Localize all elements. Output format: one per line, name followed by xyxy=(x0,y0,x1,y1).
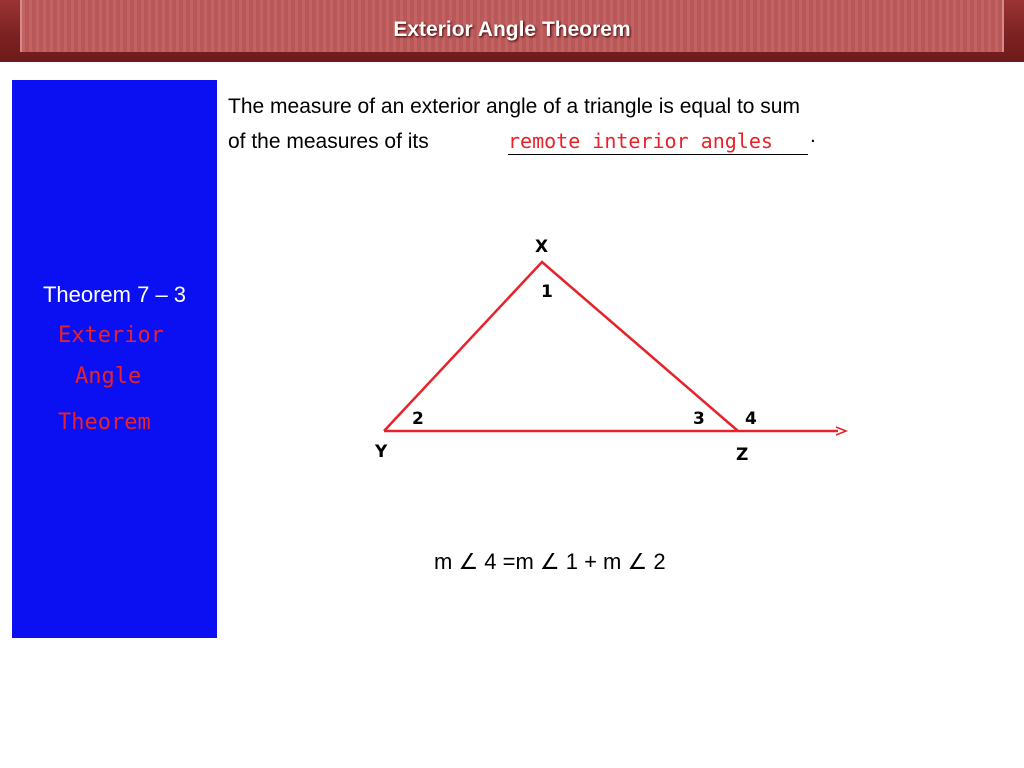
vertex-x-label: X xyxy=(535,237,549,257)
theorem-name-line2: Angle xyxy=(75,364,142,389)
statement-line2-prefix: of the measures of its xyxy=(228,130,429,153)
answer-blank-text: remote interior angles xyxy=(508,129,773,153)
theorem-name-line3: Theorem xyxy=(58,410,151,435)
vertex-y-label: Y xyxy=(375,442,388,462)
angle-4-label: 4 xyxy=(745,409,757,429)
triangle-sides xyxy=(384,262,738,431)
statement-line1: The measure of an exterior angle of a triangle is equal to sum xyxy=(228,95,800,118)
angle-formula: m ∠ 4 =m ∠ 1 + m ∠ 2 xyxy=(434,549,666,574)
slide-title: Exterior Angle Theorem xyxy=(393,18,631,41)
theorem-name-line1: Exterior xyxy=(58,323,164,348)
angle-3-label: 3 xyxy=(693,409,705,429)
angle-1-label: 1 xyxy=(541,282,553,302)
statement-period: . xyxy=(810,124,816,147)
theorem-number: Theorem 7 – 3 xyxy=(42,282,187,307)
angle-2-label: 2 xyxy=(412,409,424,429)
vertex-z-label: Z xyxy=(736,445,749,465)
